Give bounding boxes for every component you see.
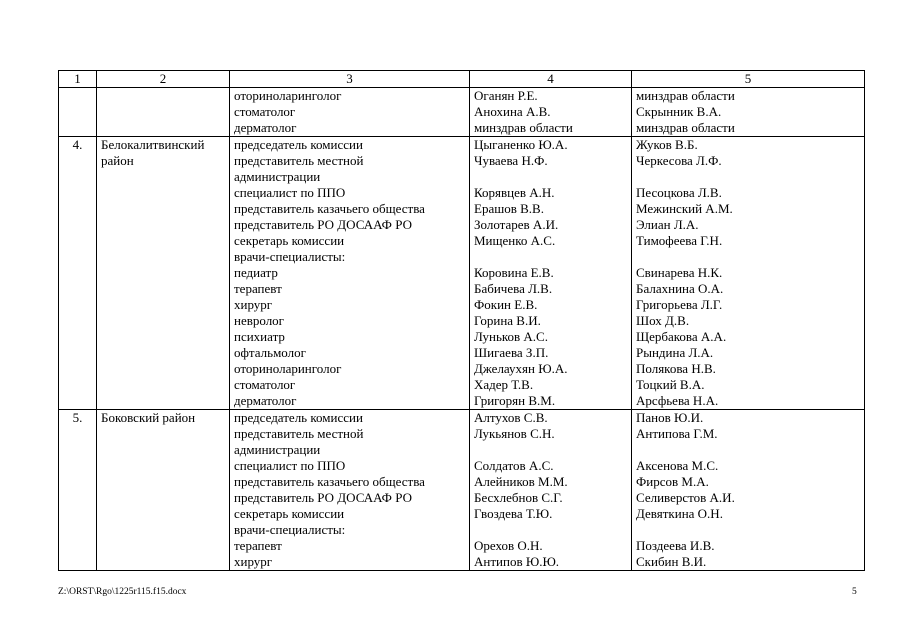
- district-cell: [97, 137, 230, 410]
- reserve-name: минздрав области: [636, 120, 735, 135]
- member-name: Алейников М.М.: [474, 474, 568, 489]
- position-line: представитель казачьего общества: [234, 474, 425, 489]
- position-line: председатель комиссии: [234, 137, 363, 152]
- reserve-name: [636, 169, 860, 185]
- members-cell: [470, 137, 632, 410]
- reserve-name: Межинский А.М.: [636, 201, 733, 216]
- reserve-name: Шох Д.В.: [636, 313, 690, 328]
- position-line: психиатр: [234, 329, 285, 344]
- member-name: Анохина А.В.: [474, 104, 551, 119]
- position-line: оториноларинголог: [234, 88, 342, 103]
- position-line: стоматолог: [234, 377, 296, 392]
- column-header: 2: [97, 71, 230, 88]
- reserve-name: [636, 442, 860, 458]
- member-name: Григорян В.М.: [474, 393, 556, 408]
- reserve-name: Аксенова М.С.: [636, 458, 719, 473]
- position-line: дерматолог: [234, 120, 297, 135]
- member-name: Золотарев А.И.: [474, 217, 559, 232]
- reserve-name: Арсфьева Н.А.: [636, 393, 719, 408]
- member-name: Гвоздева Т.Ю.: [474, 506, 553, 521]
- members-cell: [470, 410, 632, 571]
- member-name: Лукьянов С.Н.: [474, 426, 555, 441]
- member-name: Бесхлебнов С.Г.: [474, 490, 563, 505]
- reserve-name: Поздеева И.В.: [636, 538, 715, 553]
- positions-cell: [230, 410, 470, 571]
- district-cell: [97, 410, 230, 571]
- column-header: 3: [230, 71, 470, 88]
- reserves-cell: [632, 137, 865, 410]
- position-line: специалист по ППО: [234, 185, 346, 200]
- position-line: хирург: [234, 297, 273, 312]
- reserve-name: Песоцкова Л.В.: [636, 185, 722, 200]
- row-number: 5.: [59, 410, 97, 571]
- position-line: председатель комиссии: [234, 410, 363, 425]
- member-name: Корявцев А.Н.: [474, 185, 555, 200]
- district-cell: [97, 88, 230, 137]
- reserve-name: Щербакова А.А.: [636, 329, 727, 344]
- reserve-name: Девяткина О.Н.: [636, 506, 723, 521]
- header-row: [59, 71, 865, 88]
- commission-table: [58, 70, 865, 571]
- member-name: [474, 249, 627, 265]
- position-line: стоматолог: [234, 104, 296, 119]
- member-name: Цыганенко Ю.А.: [474, 137, 568, 152]
- member-name: Антипов Ю.Ю.: [474, 554, 560, 569]
- member-name: Ерашов В.В.: [474, 201, 544, 216]
- reserve-name: Тоцкий В.А.: [636, 377, 705, 392]
- reserves-cell: [632, 88, 865, 137]
- column-header: 5: [632, 71, 865, 88]
- reserve-name: минздрав области: [636, 88, 735, 103]
- position-line: врачи-специалисты:: [234, 249, 346, 264]
- position-line: секретарь комиссии: [234, 233, 345, 248]
- district-line: район: [101, 153, 134, 168]
- reserve-name: Полякова Н.В.: [636, 361, 716, 376]
- row-number: [59, 88, 97, 137]
- member-name: Шигаева З.П.: [474, 345, 549, 360]
- reserve-name: Жуков В.Б.: [636, 137, 698, 152]
- member-name: [474, 442, 627, 458]
- district-line: Белокалитвинский: [101, 137, 205, 152]
- reserve-name: Свинарева Н.К.: [636, 265, 723, 280]
- reserve-name: Фирсов М.А.: [636, 474, 709, 489]
- member-name: Хадер Т.В.: [474, 377, 534, 392]
- positions-cell: [230, 137, 470, 410]
- member-name: Алтухов С.В.: [474, 410, 548, 425]
- member-name: [474, 522, 627, 538]
- member-name: Бабичева Л.В.: [474, 281, 553, 296]
- reserve-name: Селиверстов А.И.: [636, 490, 735, 505]
- footer-page-number: 5: [852, 587, 857, 597]
- reserve-name: Элиан Л.А.: [636, 217, 699, 232]
- district-line: Боковский район: [101, 410, 196, 425]
- position-line: специалист по ППО: [234, 458, 346, 473]
- position-line: представитель казачьего общества: [234, 201, 425, 216]
- reserve-name: Черкесова Л.Ф.: [636, 153, 722, 168]
- position-line: секретарь комиссии: [234, 506, 345, 521]
- position-line: представитель РО ДОСААФ РО: [234, 490, 412, 505]
- position-line: врачи-специалисты:: [234, 522, 346, 537]
- reserve-name: [636, 522, 860, 538]
- reserve-name: Балахнина О.А.: [636, 281, 724, 296]
- reserve-name: Тимофеева Г.Н.: [636, 233, 723, 248]
- position-line: дерматолог: [234, 393, 297, 408]
- position-line: администрации: [234, 442, 321, 457]
- position-line: педиатр: [234, 265, 278, 280]
- position-line: представитель местной: [234, 426, 364, 441]
- member-name: Мищенко А.С.: [474, 233, 556, 248]
- reserve-name: Панов Ю.И.: [636, 410, 704, 425]
- column-header: 1: [59, 71, 97, 88]
- member-name: Джелаухян Ю.А.: [474, 361, 568, 376]
- member-name: Чуваева Н.Ф.: [474, 153, 548, 168]
- position-line: представитель местной: [234, 153, 364, 168]
- positions-cell: [230, 88, 470, 137]
- reserve-name: Рындина Л.А.: [636, 345, 714, 360]
- reserve-name: Скибин В.И.: [636, 554, 707, 569]
- table-row: [59, 137, 865, 410]
- member-name: Фокин Е.В.: [474, 297, 538, 312]
- member-name: Оганян Р.Е.: [474, 88, 538, 103]
- reserve-name: Антипова Г.М.: [636, 426, 718, 441]
- position-line: терапевт: [234, 281, 282, 296]
- reserve-name: [636, 249, 860, 265]
- position-line: терапевт: [234, 538, 282, 553]
- member-name: Солдатов А.С.: [474, 458, 554, 473]
- position-line: офтальмолог: [234, 345, 306, 360]
- row-number: 4.: [59, 137, 97, 410]
- position-line: хирург: [234, 554, 273, 569]
- member-name: [474, 169, 627, 185]
- position-line: оториноларинголог: [234, 361, 342, 376]
- position-line: невролог: [234, 313, 285, 328]
- member-name: Орехов О.Н.: [474, 538, 543, 553]
- position-line: администрации: [234, 169, 321, 184]
- member-name: Горина В.И.: [474, 313, 541, 328]
- member-name: Коровина Е.В.: [474, 265, 554, 280]
- member-name: Луньков А.С.: [474, 329, 548, 344]
- reserve-name: Григорьева Л.Г.: [636, 297, 723, 312]
- column-header: 4: [470, 71, 632, 88]
- member-name: минздрав области: [474, 120, 573, 135]
- table-row: [59, 88, 865, 137]
- position-line: представитель РО ДОСААФ РО: [234, 217, 412, 232]
- members-cell: [470, 88, 632, 137]
- reserves-cell: [632, 410, 865, 571]
- table-row: [59, 410, 865, 571]
- footer-file-path: Z:\ORST\Rgo\1225r115.f15.docx: [58, 587, 187, 597]
- reserve-name: Скрынник В.А.: [636, 104, 722, 119]
